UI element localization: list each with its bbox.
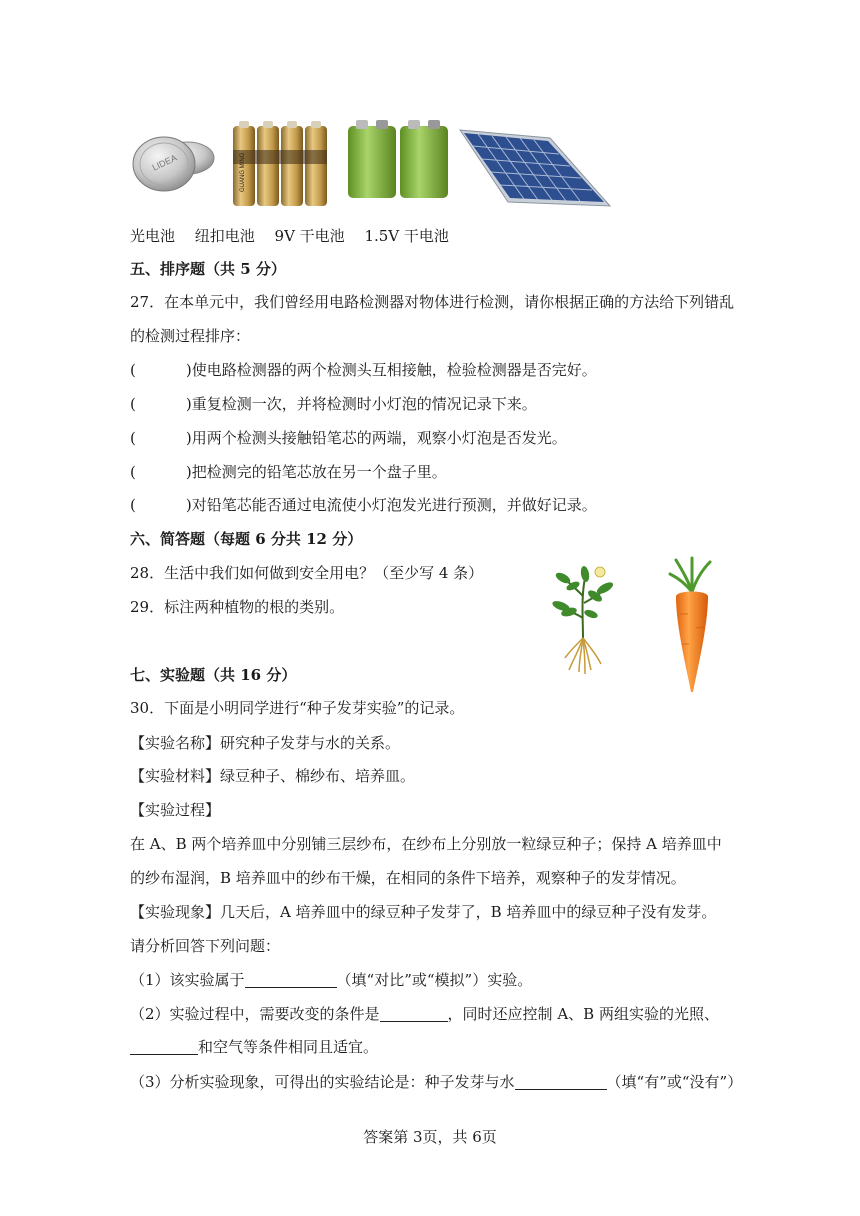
page-footer: 答案第 3页，共 6页 <box>363 1128 497 1146</box>
battery-labels: 光电池 纽扣电池 9V 干电池 1.5V 干电池 <box>130 227 449 245</box>
section6-title: 六、简答题（每题 6 分共 12 分） <box>130 530 363 548</box>
sort-item <box>130 360 597 380</box>
nine-volt-batteries-image <box>346 118 450 200</box>
sub2-text-a: （2）实验过程中，需要改变的条件是 <box>130 1005 380 1023</box>
q27-line2: 的检测过程排序： <box>130 327 251 345</box>
sub2-text-b: ，同时还应控制 A、B 两组实验的光照、 <box>447 1005 719 1023</box>
experiment-process-line1: 在 A、B 两个培养皿中分别铺三层纱布，在纱布上分别放一粒绿豆种子；保持 A 培养皿中 <box>130 835 722 853</box>
open-paren: ( <box>130 395 136 413</box>
answer-blank[interactable] <box>245 971 337 988</box>
experiment-process-line2: 的纱布湿润，B 培养皿中的纱布干燥，在相同的条件下培养，观察种子的发芽情况。 <box>130 869 686 887</box>
q30: 30．下面是小明同学进行“种子发芽实验”的记录。 <box>130 699 465 717</box>
experiment-phenomenon: 【实验现象】几天后，A 培养皿中的绿豆种子发芽了，B 培养皿中的绿豆种子没有发芽。 <box>130 903 717 921</box>
sub-question-1 <box>130 970 532 990</box>
sort-item <box>130 495 597 515</box>
analyze-prompt: 请分析回答下列问题： <box>130 937 281 955</box>
sub-question-2 <box>130 1004 719 1024</box>
experiment-material: 【实验材料】绿豆种子、棉纱布、培养皿。 <box>130 767 416 785</box>
answer-blank[interactable] <box>130 1038 198 1055</box>
open-paren: ( <box>130 361 136 379</box>
section7-title: 七、实验题（共 16 分） <box>130 666 297 684</box>
carrot-taproot-image <box>662 556 722 696</box>
sub-question-3 <box>130 1072 742 1092</box>
q29: 29．标注两种植物的根的类别。 <box>130 598 345 616</box>
battery-images <box>128 120 618 210</box>
sort-item-text: )使电路检测器的两个检测头互相接触，检验检测器是否完好。 <box>185 361 597 379</box>
sub1-text-b: （填“对比”或“模拟”）实验。 <box>336 971 533 989</box>
section5-title: 五、排序题（共 5 分） <box>130 260 286 278</box>
button-cell-image <box>130 132 220 194</box>
sort-item-text: )重复检测一次，并将检测时小灯泡的情况记录下来。 <box>185 395 537 413</box>
q27-line1: 27．在本单元中，我们曾经用电路检测器对物体进行检测，请你根据正确的方法给下列错乱 <box>130 293 735 311</box>
solar-panel-image <box>458 128 613 208</box>
answer-blank[interactable] <box>515 1073 607 1090</box>
sub1-text-a: （1）该实验属于 <box>130 971 245 989</box>
sort-item <box>130 428 567 448</box>
sub-question-2-cont <box>130 1037 378 1057</box>
aa-batteries-image <box>231 120 329 208</box>
sort-item-text: )对铅笔芯能否通过电流使小灯泡发光进行预测，并做好记录。 <box>185 496 597 514</box>
fibrous-root-plant-image <box>545 558 625 676</box>
aa-brand-label: GUANG MING <box>240 152 246 192</box>
answer-blank[interactable] <box>380 1005 448 1022</box>
sort-item-text: )把检测完的铅笔芯放在另一个盘子里。 <box>185 463 447 481</box>
open-paren: ( <box>130 496 136 514</box>
q28: 28．生活中我们如何做到安全用电？（至少写 4 条） <box>130 564 484 582</box>
experiment-process-title: 【实验过程】 <box>130 801 221 819</box>
sort-item <box>130 394 537 414</box>
sort-item <box>130 462 447 482</box>
sort-item-text: )用两个检测头接触铅笔芯的两端，观察小灯泡是否发光。 <box>185 429 567 447</box>
sub2-text-c: 和空气等条件相同且适宜。 <box>198 1038 379 1056</box>
experiment-name: 【实验名称】研究种子发芽与水的关系。 <box>130 734 401 752</box>
open-paren: ( <box>130 429 136 447</box>
button-cell-label: LIDEA <box>150 152 179 173</box>
open-paren: ( <box>130 463 136 481</box>
sub3-text-b: （填“有”或“没有”） <box>606 1073 743 1091</box>
sub3-text-a: （3）分析实验现象，可得出的实验结论是：种子发芽与水 <box>130 1073 515 1091</box>
